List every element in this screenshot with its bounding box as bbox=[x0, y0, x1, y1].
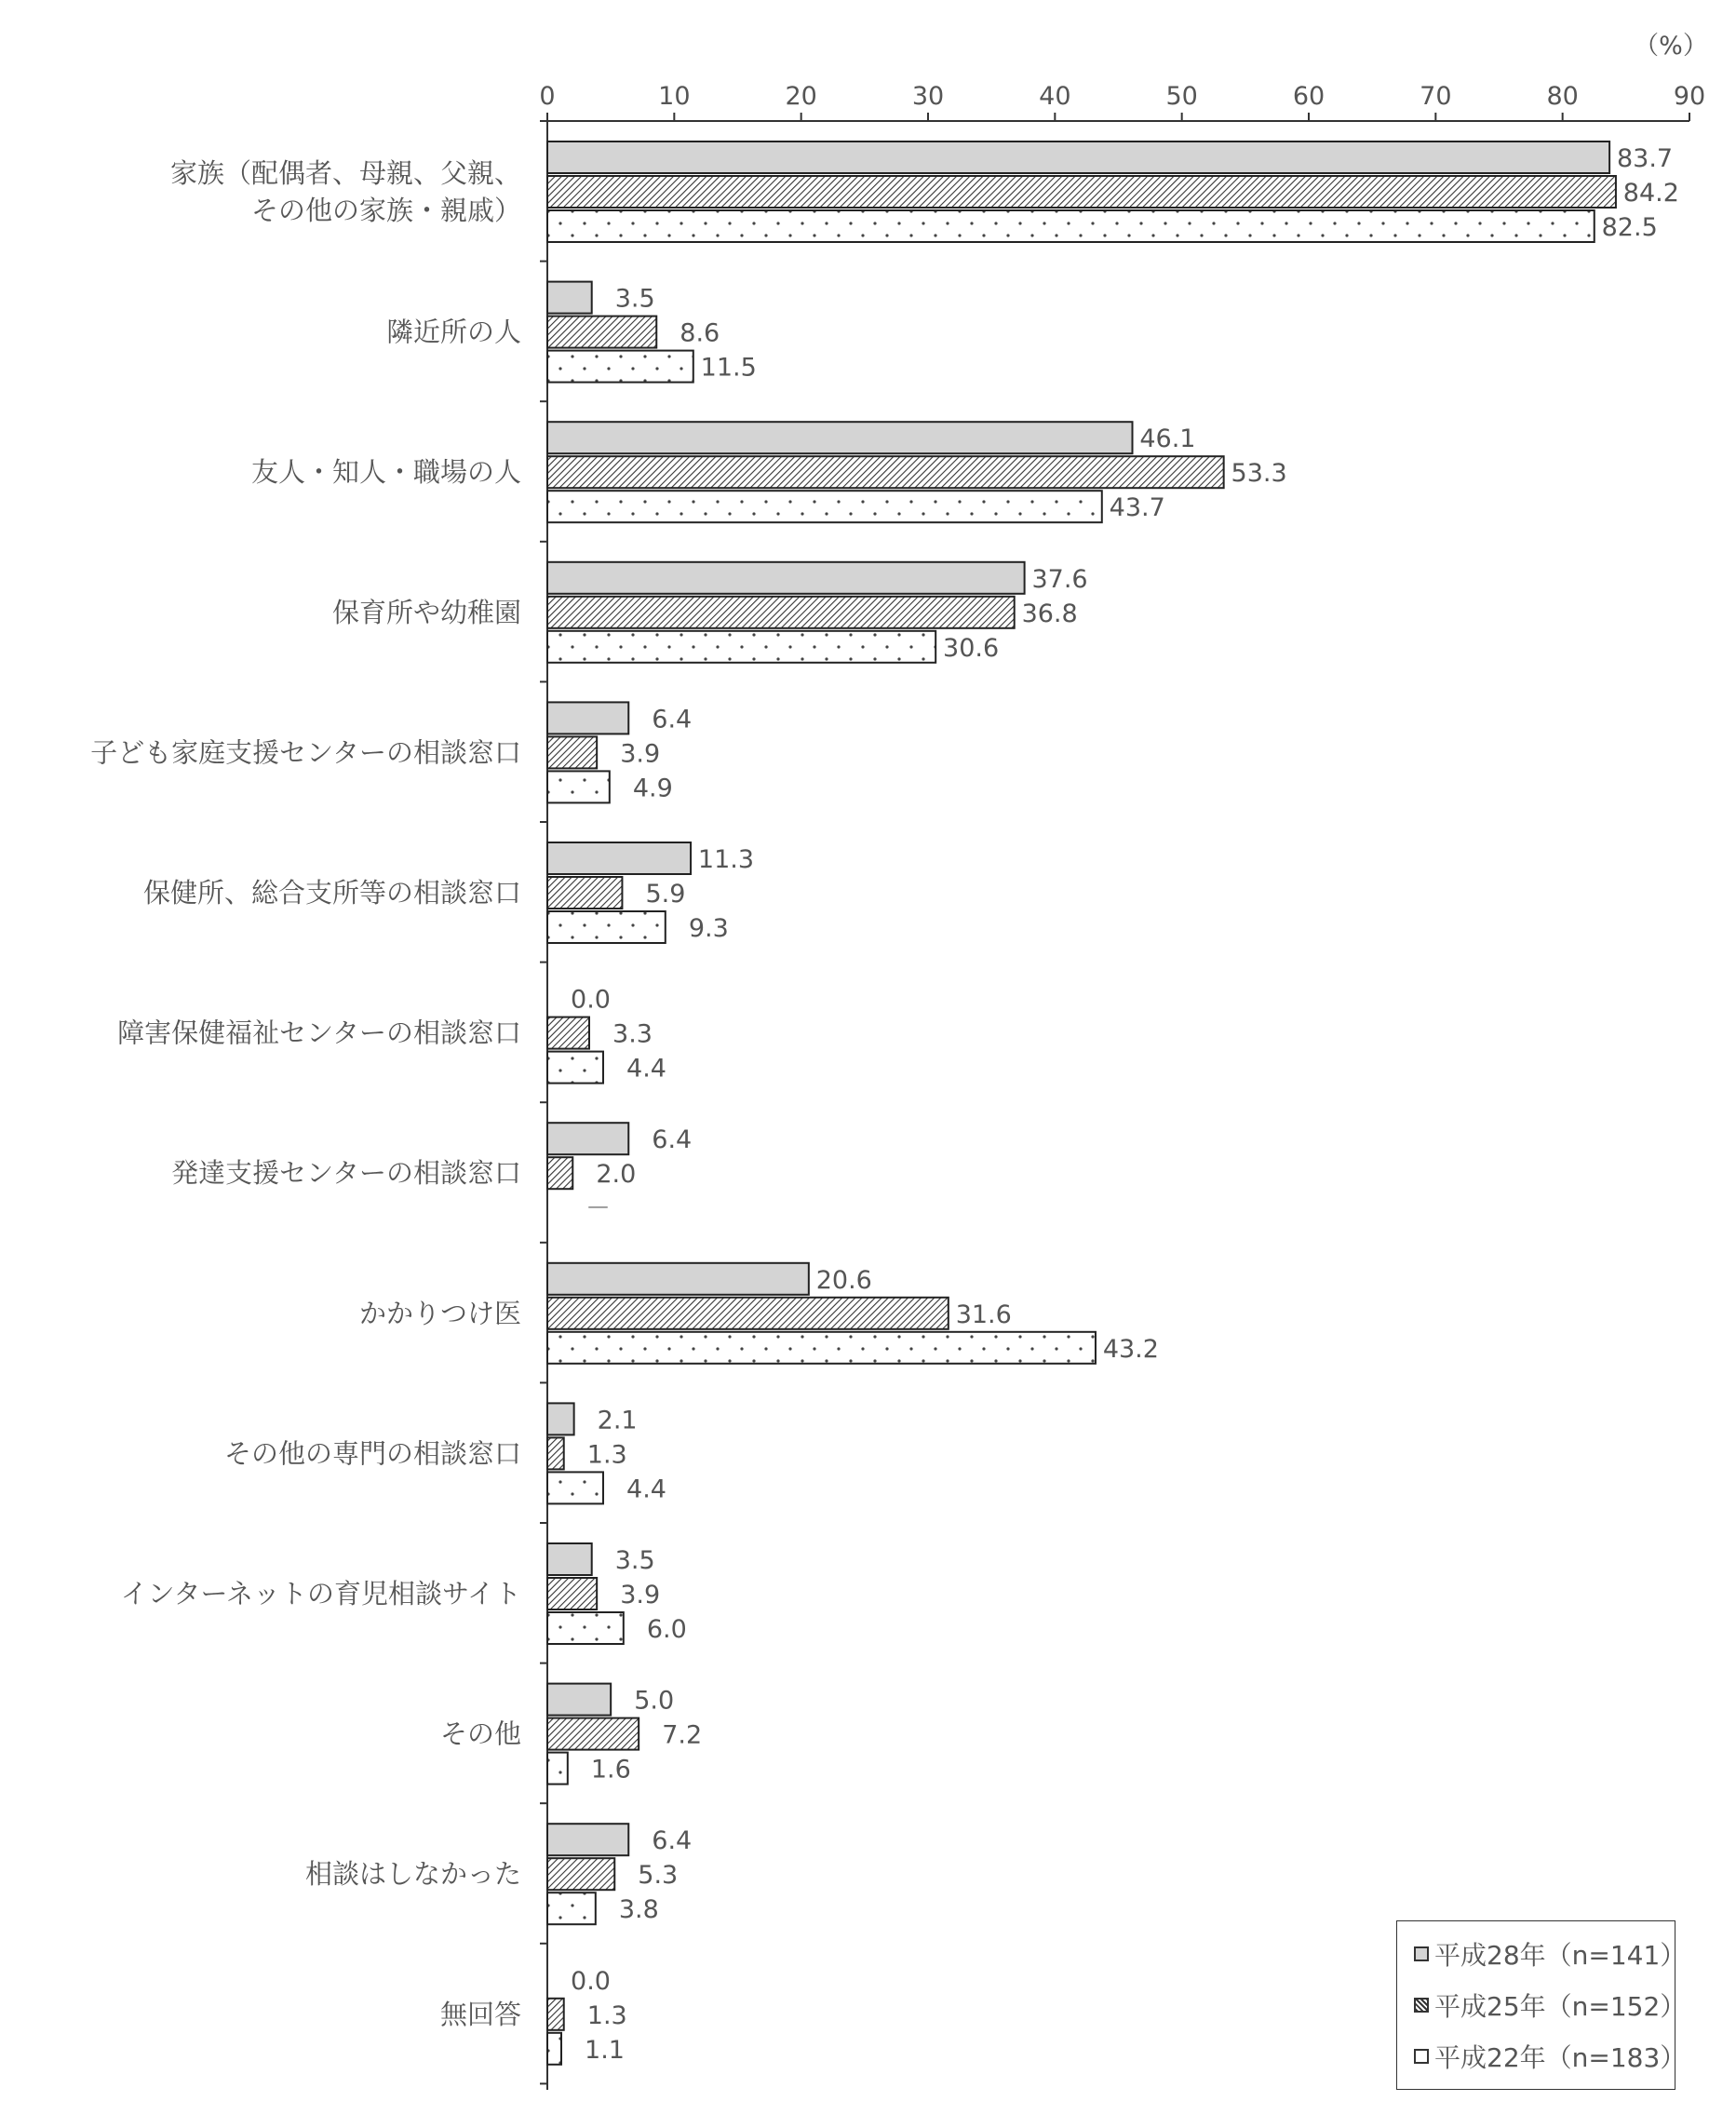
data-label: 31.6 bbox=[955, 1300, 1012, 1329]
x-tick-label: 0 bbox=[539, 82, 556, 111]
bar bbox=[547, 1332, 1096, 1364]
bar bbox=[547, 1052, 603, 1084]
category-label: インターネットの育児相談サイト bbox=[120, 1578, 521, 1609]
category-label: かかりつけ医 bbox=[358, 1297, 521, 1329]
data-label: 6.4 bbox=[652, 705, 693, 734]
data-label: 20.6 bbox=[815, 1265, 872, 1295]
bar bbox=[547, 1612, 624, 1644]
x-tick-label: 30 bbox=[911, 82, 945, 111]
data-label: 11.3 bbox=[697, 845, 755, 874]
data-label: 84.2 bbox=[1622, 179, 1679, 208]
legend-item-h25 bbox=[1414, 1987, 1686, 2024]
legend-item-h22 bbox=[1414, 2038, 1686, 2075]
legend-label: 平成25年（n=152） bbox=[1434, 1991, 1687, 2022]
data-label: 4.4 bbox=[626, 1054, 666, 1084]
legend-swatch-hatch-icon bbox=[1414, 1998, 1429, 2013]
data-label: 36.8 bbox=[1021, 599, 1078, 628]
data-label: 1.1 bbox=[585, 2035, 625, 2065]
bar bbox=[547, 1999, 564, 2030]
bar bbox=[547, 631, 935, 663]
data-label: 30.6 bbox=[943, 633, 1000, 663]
bar bbox=[547, 1684, 611, 1716]
bar bbox=[547, 491, 1102, 522]
legend-swatch-solid-icon bbox=[1414, 1946, 1429, 1961]
data-label: 11.5 bbox=[700, 353, 757, 383]
legend-swatch-dots-icon bbox=[1414, 2049, 1429, 2064]
category-label: 相談はしなかった bbox=[304, 1858, 521, 1891]
category-label: 保育所や幼稚園 bbox=[331, 596, 521, 628]
x-tick-label: 10 bbox=[658, 82, 691, 111]
data-label: 43.7 bbox=[1109, 493, 1165, 523]
data-label: 3.5 bbox=[614, 1546, 655, 1575]
bar bbox=[547, 2033, 561, 2065]
x-tick-label: 50 bbox=[1165, 82, 1198, 111]
category-label: その他の専門の相談窓口 bbox=[223, 1437, 521, 1470]
bar bbox=[547, 771, 610, 802]
data-label: 5.9 bbox=[645, 880, 686, 909]
legend-label: 平成28年（n=141） bbox=[1434, 1940, 1687, 1971]
bar bbox=[547, 1403, 574, 1434]
category-label: 障害保健福祉センターの相談窓口 bbox=[117, 1017, 521, 1049]
bar bbox=[547, 1017, 589, 1049]
bar bbox=[547, 842, 691, 874]
legend-item-h28 bbox=[1414, 1935, 1686, 1973]
data-label: 6.4 bbox=[652, 1826, 693, 1856]
legend bbox=[1396, 1920, 1687, 2090]
data-label: 83.7 bbox=[1616, 144, 1674, 173]
bar bbox=[547, 1858, 614, 1890]
data-label: 5.0 bbox=[634, 1686, 675, 1716]
bar bbox=[547, 1753, 568, 1785]
data-label: 37.6 bbox=[1031, 564, 1088, 594]
bar bbox=[547, 1123, 628, 1154]
bar bbox=[547, 282, 592, 314]
bar bbox=[547, 1543, 592, 1575]
bar bbox=[547, 702, 628, 734]
bar bbox=[547, 736, 597, 768]
bar bbox=[547, 422, 1132, 453]
bar bbox=[547, 1578, 597, 1609]
legend-label: 平成22年（n=183） bbox=[1434, 2042, 1687, 2073]
data-label: 1.3 bbox=[586, 1440, 627, 1470]
data-label: 1.6 bbox=[590, 1755, 631, 1785]
bar bbox=[547, 911, 666, 943]
data-label: 9.3 bbox=[688, 914, 729, 943]
bar bbox=[547, 1824, 628, 1855]
bar bbox=[547, 141, 1609, 173]
data-label: 4.9 bbox=[632, 774, 673, 803]
data-label: 3.5 bbox=[614, 284, 655, 314]
data-label: 3.9 bbox=[620, 1581, 661, 1609]
data-label: 4.4 bbox=[626, 1475, 666, 1504]
bar bbox=[547, 210, 1595, 242]
category-label: その他の家族・親戚） bbox=[250, 195, 521, 226]
bar bbox=[547, 1718, 639, 1750]
data-label: 3.9 bbox=[620, 739, 661, 769]
bar bbox=[547, 316, 656, 348]
category-label: 家族（配偶者、母親、父親、 bbox=[169, 157, 521, 189]
bar bbox=[547, 1437, 564, 1469]
bar bbox=[547, 1263, 809, 1295]
category-label: 隣近所の人 bbox=[385, 316, 521, 348]
data-label: 0.0 bbox=[571, 1966, 611, 1996]
data-label: 53.3 bbox=[1231, 459, 1287, 489]
data-label: 3.3 bbox=[612, 1019, 653, 1049]
category-label: 友人・知人・職場の人 bbox=[250, 456, 521, 489]
x-tick-label: 90 bbox=[1673, 82, 1706, 111]
category-label: 無回答 bbox=[439, 1998, 521, 2030]
bar bbox=[547, 597, 1015, 628]
data-label: 2.0 bbox=[596, 1160, 637, 1190]
data-label: 46.1 bbox=[1139, 424, 1196, 454]
data-label: 1.3 bbox=[586, 2000, 627, 2030]
category-label: その他 bbox=[439, 1717, 521, 1750]
data-label: 3.8 bbox=[618, 1895, 659, 1925]
x-tick-label: 60 bbox=[1292, 82, 1326, 111]
data-label: 5.3 bbox=[638, 1861, 679, 1891]
bar bbox=[547, 562, 1025, 594]
data-label: － bbox=[585, 1194, 611, 1224]
x-tick-label: 70 bbox=[1420, 82, 1452, 111]
category-label: 発達支援センターの相談窓口 bbox=[171, 1157, 521, 1190]
data-label: 82.5 bbox=[1601, 213, 1658, 242]
category-label: 子ども家庭支援センターの相談窓口 bbox=[90, 736, 521, 769]
bar bbox=[547, 1157, 572, 1189]
x-tick-label: 40 bbox=[1039, 82, 1071, 111]
data-label: 43.2 bbox=[1102, 1334, 1159, 1364]
bar bbox=[547, 1892, 596, 1924]
bar bbox=[547, 176, 1616, 208]
data-label: 6.0 bbox=[646, 1615, 687, 1644]
data-label: 6.4 bbox=[652, 1125, 693, 1155]
data-label: 7.2 bbox=[662, 1720, 703, 1750]
category-label: 保健所、総合支所等の相談窓口 bbox=[142, 877, 521, 909]
bar bbox=[547, 1472, 603, 1503]
x-tick-label: 80 bbox=[1546, 82, 1579, 111]
bar bbox=[547, 1298, 949, 1329]
bars-layer bbox=[547, 141, 1616, 2065]
data-label: 2.1 bbox=[597, 1406, 638, 1435]
bar bbox=[547, 877, 622, 909]
x-tick-label: 20 bbox=[785, 82, 817, 111]
data-label: 8.6 bbox=[680, 318, 720, 348]
data-label: 0.0 bbox=[571, 985, 611, 1015]
bar bbox=[547, 351, 693, 383]
axis-layer bbox=[539, 82, 1705, 2090]
unit-label: （%） bbox=[1634, 32, 1708, 61]
bar bbox=[547, 456, 1224, 488]
